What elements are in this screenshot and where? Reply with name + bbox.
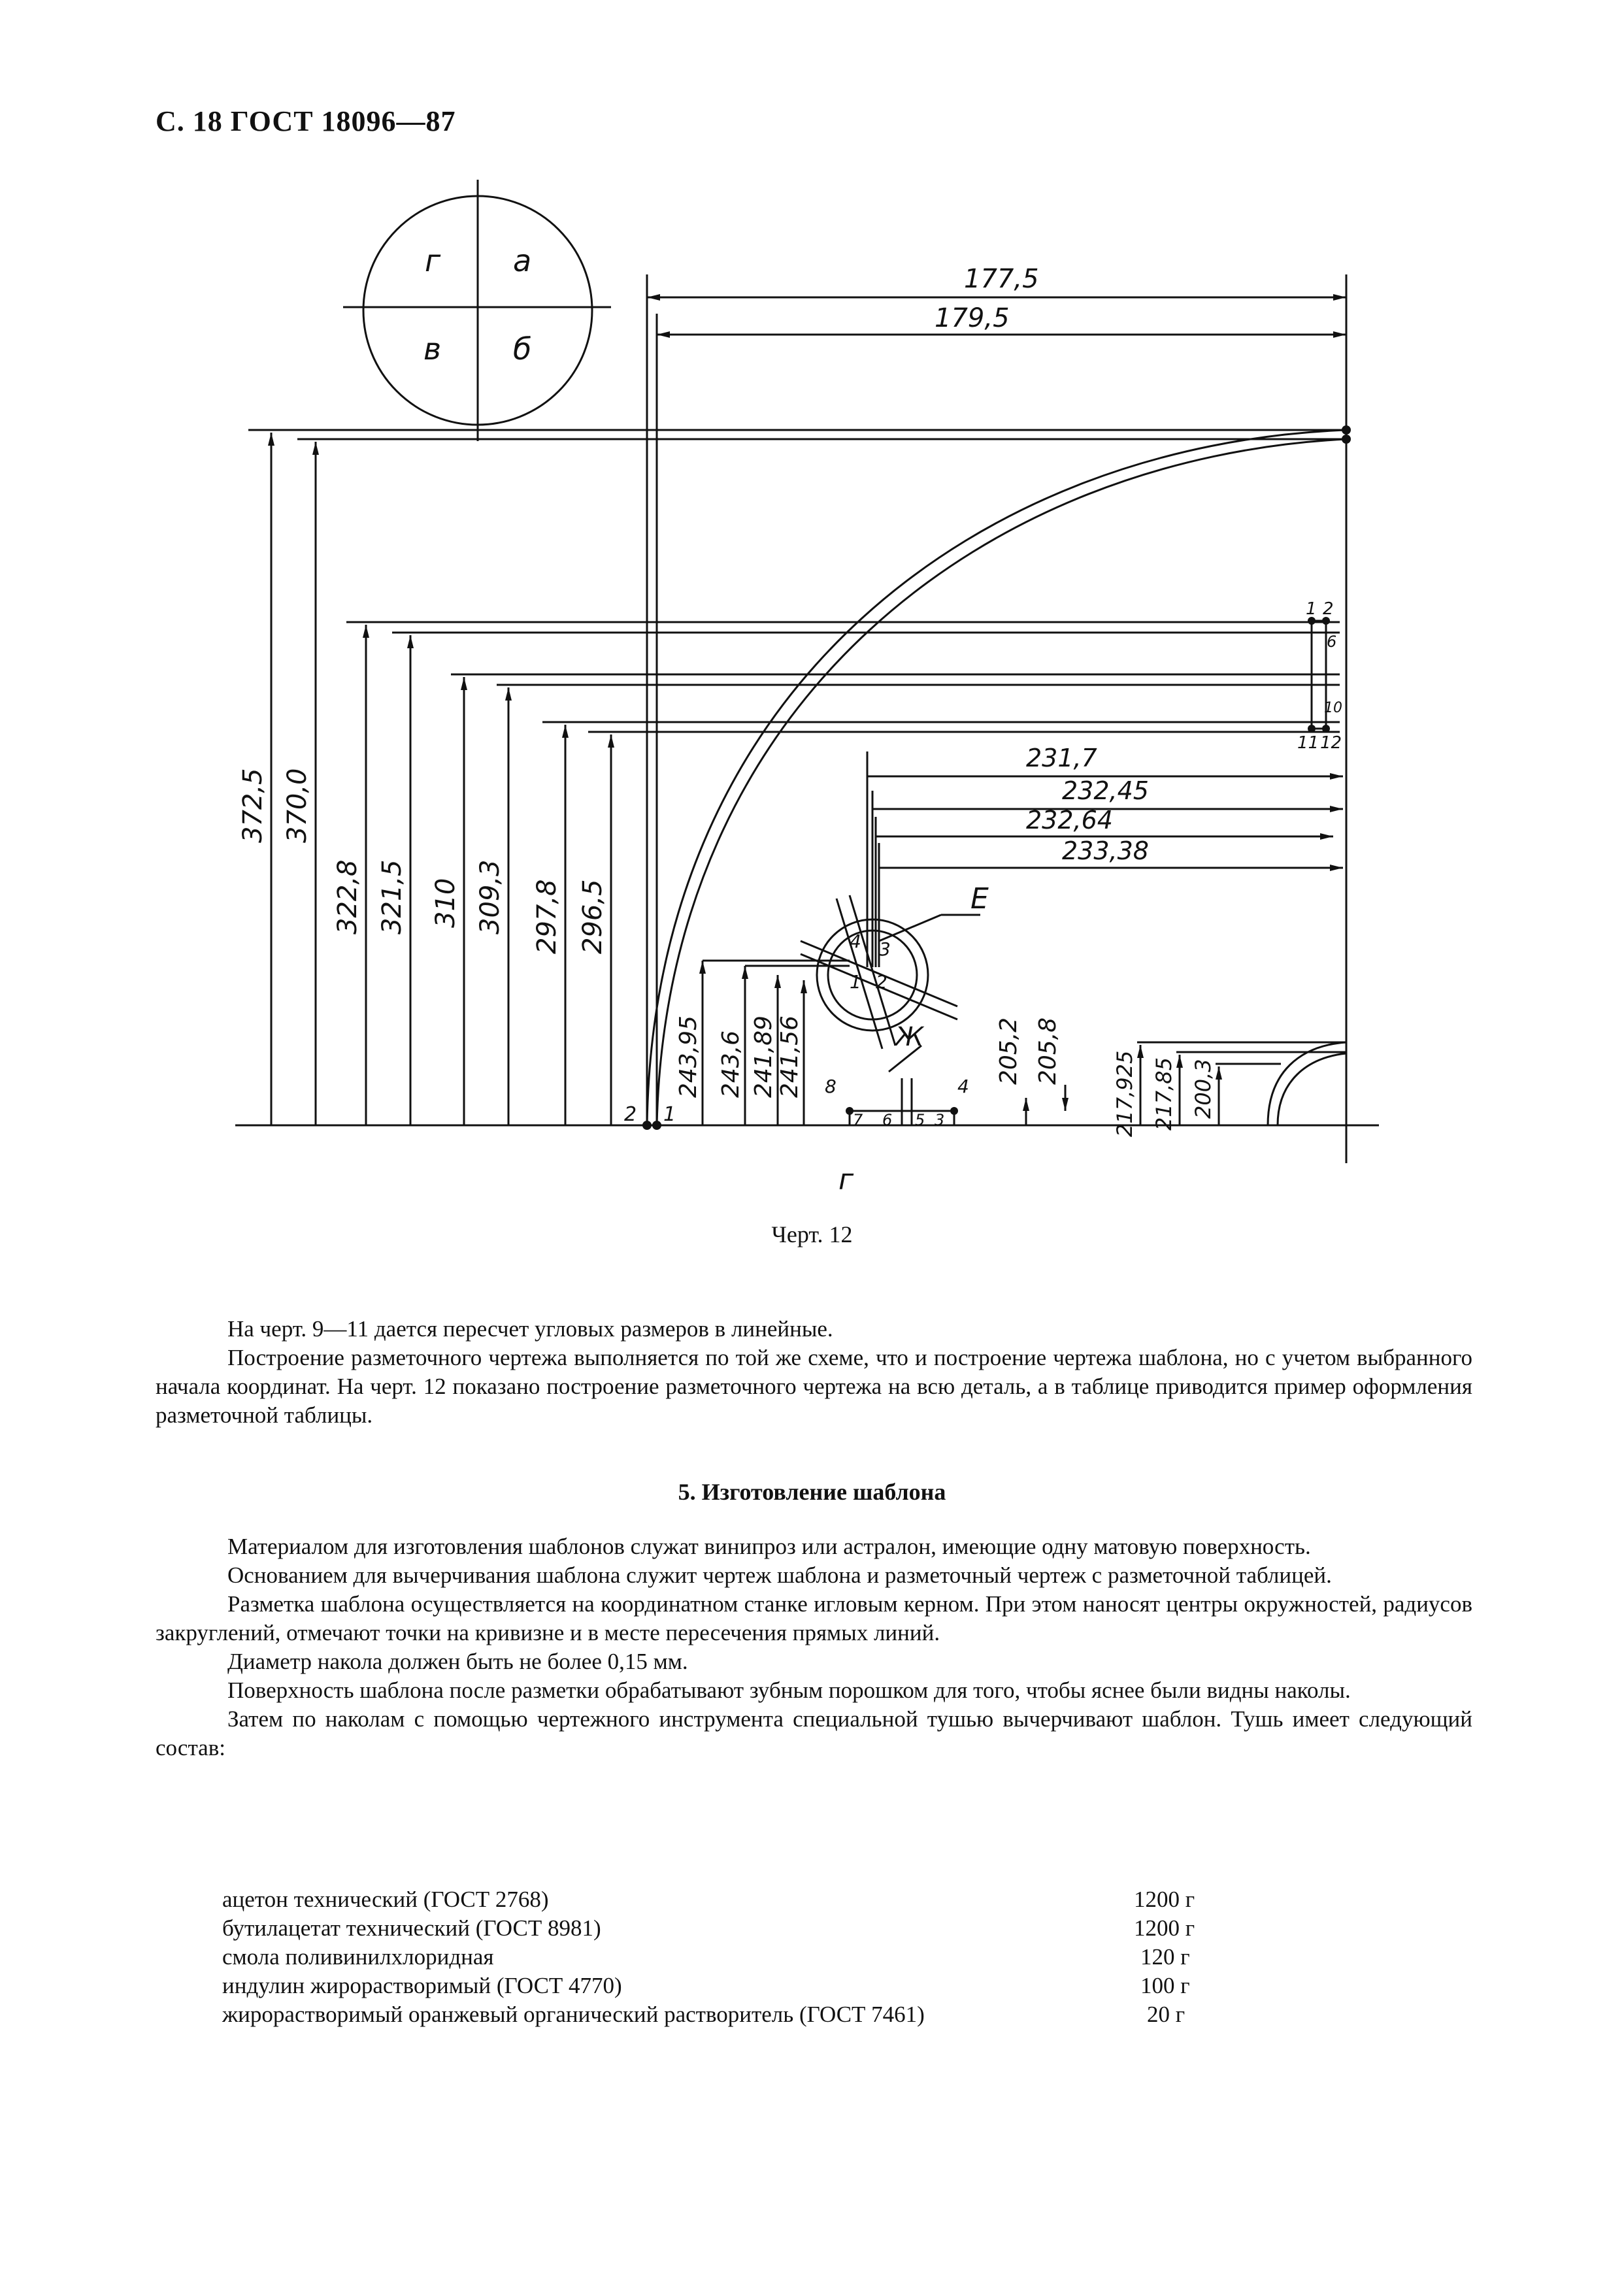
label-g-bottom: г [838, 1163, 854, 1197]
point-1: 1 [663, 1103, 676, 1126]
quadrant-g: г [425, 243, 441, 278]
intro-text [156, 1315, 1472, 1430]
point-7: 7 [853, 1111, 863, 1129]
dim-372-5: 372,5 [238, 768, 268, 843]
point-4: 4 [957, 1076, 969, 1097]
recipe-ingredient: бутилацетат технический (ГОСТ 8981) [222, 1915, 601, 1941]
dim-321-5: 321,5 [377, 859, 407, 934]
dim-322-8: 322,8 [333, 859, 363, 934]
circle-point-2: 2 [876, 971, 887, 993]
recipe-row [222, 2000, 1281, 2029]
figure-caption: Черт. 12 [771, 1221, 853, 1247]
dim-232-64: 232,64 [1026, 806, 1113, 834]
point-10-right: 10 [1324, 700, 1342, 716]
recipe-row [222, 1943, 1281, 1972]
dim-205-2: 205,2 [995, 1017, 1022, 1085]
dim-370-0: 370,0 [282, 768, 312, 843]
section-paragraph: Поверхность шаблона после разметки обрабатывают зубным порошком для того, чтобы яснее были видны наколы. [227, 1677, 1351, 1703]
dim-297-8: 297,8 [532, 879, 562, 954]
dim-205-8: 205,8 [1035, 1017, 1061, 1085]
dim-243-6: 243,6 [718, 1030, 744, 1098]
recipe-row [222, 1972, 1281, 2000]
point-5: 5 [915, 1111, 925, 1129]
dim-232-45: 232,45 [1062, 776, 1149, 805]
recipe-quantity: 1200 г [1134, 1915, 1195, 1941]
dim-241-56: 241,56 [776, 1015, 803, 1098]
section-title: 5. Изготовление шаблона [678, 1479, 946, 1505]
quadrant-v: в [423, 331, 442, 367]
recipe-quantity: 120 г [1140, 1944, 1190, 1970]
point-1-top: 1 [1306, 599, 1317, 619]
recipe-ingredient: смола поливинилхлоридная [222, 1944, 494, 1970]
recipe-ingredient: жирорастворимый оранжевый органический растворитель (ГОСТ 7461) [222, 2002, 925, 2027]
section-paragraph: Основанием для вычерчивания шаблона служит чертеж шаблона и разметочный чертеж с разметочной таблицей. [227, 1562, 1332, 1588]
dim-310: 310 [431, 878, 461, 928]
circle-point-3: 3 [879, 938, 891, 960]
point-12: 12 [1320, 733, 1342, 753]
intro-paragraph: На черт. 9—11 дается пересчет угловых размеров в линейные. [227, 1316, 833, 1342]
section-text [156, 1532, 1472, 1762]
recipe-quantity: 1200 г [1134, 1887, 1195, 1912]
recipe-quantity: 20 г [1147, 2002, 1185, 2027]
dim-241-89: 241,89 [750, 1015, 777, 1098]
dim-243-95: 243,95 [675, 1015, 702, 1098]
quadrant-diagram [343, 180, 611, 441]
dim-217-85: 217,85 [1152, 1057, 1176, 1131]
recipe-ingredient: ацетон технический (ГОСТ 2768) [222, 1887, 549, 1912]
recipe-ingredient: индулин жирорастворимый (ГОСТ 4770) [222, 1973, 622, 1998]
section-paragraph: Материалом для изготовления шаблонов служат винипроз или астралон, имеющие одну матовую поверхность. [227, 1534, 1311, 1559]
dim-296-5: 296,5 [578, 879, 608, 954]
label-e: Е [970, 882, 989, 916]
dim-179-5: 179,5 [935, 303, 1010, 333]
dim-231-7: 231,7 [1026, 744, 1097, 772]
circle-point-4: 4 [850, 931, 861, 952]
section-paragraph: Разметка шаблона осуществляется на координатном станке игловым керном. При этом наносят центры окружностей, радиусов закруглений, отмечают точки на кривизне и в месте пересечения прямых линий. [156, 1591, 1472, 1645]
dim-309-3: 309,3 [475, 859, 505, 934]
section-paragraph: Диаметр накола должен быть не более 0,15 мм. [227, 1649, 688, 1674]
quadrant-a: а [513, 243, 532, 278]
label-zh: Ж [895, 1022, 924, 1052]
recipe-row [222, 1885, 1281, 1914]
recipe-quantity: 100 г [1140, 1973, 1190, 1998]
point-6-right: 6 [1327, 633, 1337, 651]
page-header: С. 18 ГОСТ 18096—87 [156, 105, 456, 137]
point-2-top: 2 [1323, 599, 1334, 619]
point-2: 2 [624, 1103, 637, 1126]
dim-217-925: 217,925 [1112, 1050, 1137, 1137]
intro-paragraph: Построение разметочного чертежа выполняется по той же схеме, что и построение чертежа шаблона, но с учетом выбранного начала координат. На черт. 12 показано построение разметочного чертежа на всю деталь, а в таблице приводится пример оформления разметочной таблицы. [156, 1345, 1472, 1428]
point-11: 11 [1297, 733, 1319, 753]
recipe-row [222, 1914, 1281, 1943]
dim-200-3: 200,3 [1191, 1059, 1216, 1119]
circle-point-1: 1 [850, 971, 861, 993]
ink-recipe-list [222, 1885, 1281, 2029]
quadrant-b: б [513, 331, 532, 367]
section-paragraph: Затем по наколам с помощью чертежного инструмента специальной тушью вычерчивают шаблон. Тушь имеет следующий состав: [156, 1706, 1472, 1760]
point-6: 6 [882, 1111, 893, 1129]
dim-177-5: 177,5 [964, 264, 1039, 294]
dim-233-38: 233,38 [1062, 836, 1149, 865]
point-3: 3 [935, 1111, 945, 1129]
point-8: 8 [825, 1076, 837, 1097]
